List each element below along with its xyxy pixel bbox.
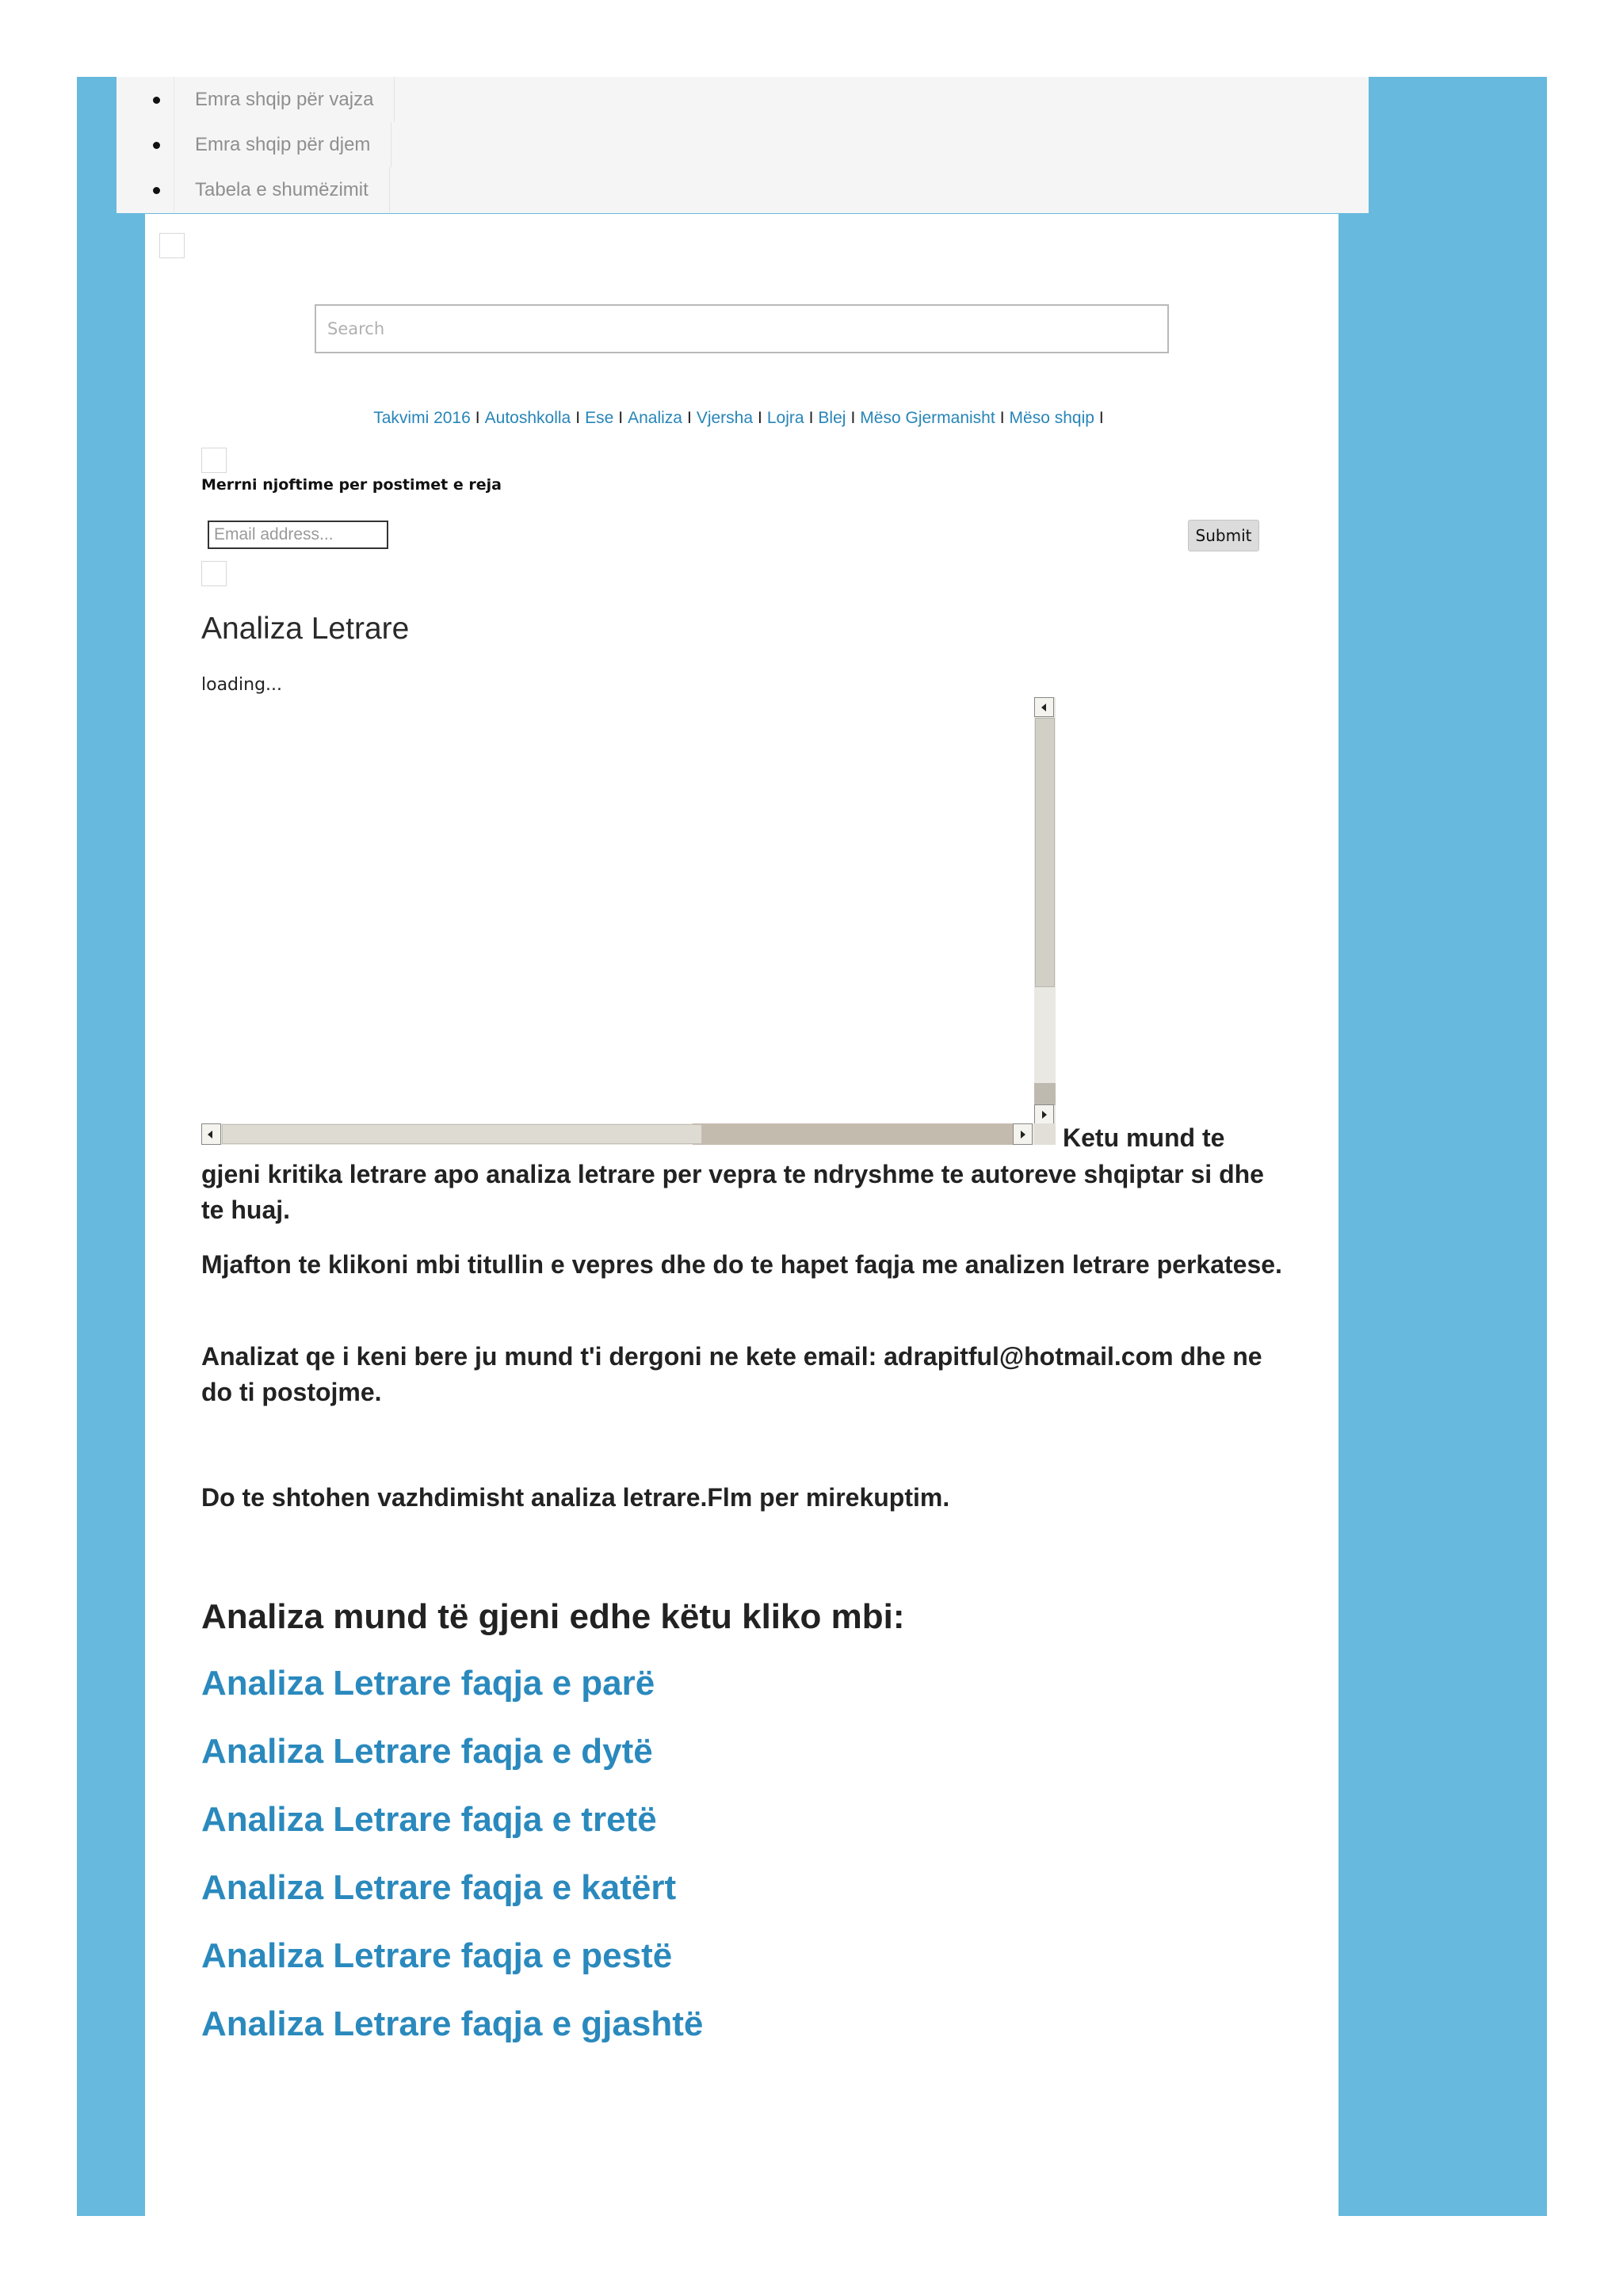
page-link-3[interactable]: Analiza Letrare faqja e tretë [201, 1800, 657, 1839]
nav-list-item [116, 77, 1369, 122]
link-takvimi[interactable]: Takvimi 2016 [373, 409, 471, 427]
intro-paragraph: gjeni kritika letrare apo analiza letrare per vepra te ndryshme te autoreve shqiptar si dhe te huaj. [201, 1160, 1264, 1224]
link-blej[interactable]: Blej [818, 409, 846, 427]
link-separator: I [999, 409, 1005, 427]
top-navigation [116, 77, 1369, 213]
bullet-icon [153, 187, 160, 194]
broken-image-placeholder [201, 561, 227, 586]
vertical-scrollbar[interactable] [1034, 697, 1056, 1126]
vertical-scroll-thumb[interactable] [1035, 718, 1055, 987]
scroll-right-button[interactable] [1013, 1123, 1033, 1145]
page-link-6[interactable]: Analiza Letrare faqja e gjashtë [201, 2004, 704, 2043]
scrollbar-corner [1034, 1123, 1056, 1145]
horizontal-scroll-track [693, 1123, 1013, 1145]
instruction-paragraph: Mjafton te klikoni mbi titullin e vepres dhe do te hapet faqja me analizen letrare perkatese. [201, 1250, 1282, 1279]
broken-image-placeholder [159, 233, 185, 258]
link-autoshkolla[interactable]: Autoshkolla [484, 409, 571, 427]
page-title: Analiza Letrare [201, 612, 410, 646]
arrow-right-icon [1042, 1111, 1047, 1119]
link-separator: I [618, 409, 624, 427]
page-link-1[interactable]: Analiza Letrare faqja e parë [201, 1664, 655, 1703]
intro-lead-text: Ketu mund te [1063, 1123, 1225, 1152]
link-separator: I [808, 409, 814, 427]
link-analiza[interactable]: Analiza [628, 409, 682, 427]
scroll-up-button[interactable] [1034, 697, 1054, 717]
page-link-5[interactable]: Analiza Letrare faqja e pestë [201, 1936, 673, 1975]
arrow-left-icon [1041, 704, 1046, 711]
link-lojra[interactable]: Lojra [766, 409, 804, 427]
link-separator: I [686, 409, 692, 427]
link-ese[interactable]: Ese [585, 409, 614, 427]
link-meso-gjermanisht[interactable]: Mëso Gjermanisht [860, 409, 995, 427]
email-field[interactable] [208, 521, 388, 549]
link-separator: I [758, 409, 762, 427]
nav-list-item [116, 167, 1369, 212]
section-heading: Analiza mund të gjeni edhe këtu kliko mbi: [201, 1597, 905, 1636]
page-link-2[interactable]: Analiza Letrare faqja e dytë [201, 1732, 653, 1771]
arrow-right-icon [1021, 1131, 1025, 1138]
horizontal-scroll-thumb[interactable] [222, 1124, 702, 1144]
loading-text: loading... [201, 675, 283, 695]
link-separator: I [850, 409, 856, 427]
bullet-icon [153, 142, 160, 149]
nav-link-emra-vajza[interactable]: Emra shqip për vajza [174, 77, 395, 122]
scroll-left-button[interactable] [201, 1123, 221, 1145]
link-vjersha[interactable]: Vjersha [696, 409, 754, 427]
horizontal-scrollbar[interactable] [201, 1123, 1034, 1145]
nav-list-item [116, 122, 1369, 167]
arrow-left-icon [208, 1131, 212, 1138]
email-paragraph: Analizat qe i keni bere ju mund t'i dergoni ne kete email: adrapitful@hotmail.com dhe ne do ti postojme. [201, 1342, 1262, 1406]
nav-link-emra-djem[interactable]: Emra shqip për djem [174, 122, 391, 167]
link-separator: I [575, 409, 581, 427]
vertical-scroll-track [1034, 1083, 1056, 1105]
link-separator: I [1098, 409, 1104, 427]
notice-paragraph: Do te shtohen vazhdimisht analiza letrare.Flm per mirekuptim. [201, 1483, 950, 1512]
submit-button[interactable]: Submit [1188, 520, 1259, 551]
link-meso-shqip[interactable]: Mëso shqip [1009, 409, 1094, 427]
nav-link-tabela-shumezimit[interactable]: Tabela e shumëzimit [174, 167, 390, 212]
broken-image-placeholder [201, 448, 227, 473]
scroll-down-button[interactable] [1034, 1104, 1054, 1124]
search-input[interactable] [315, 304, 1169, 353]
bullet-icon [153, 97, 160, 104]
subscribe-title: Merrni njoftime per postimet e reja [201, 476, 502, 494]
link-separator: I [475, 409, 480, 427]
page-link-4[interactable]: Analiza Letrare faqja e katërt [201, 1868, 677, 1907]
quick-links-bar [0, 409, 1482, 428]
